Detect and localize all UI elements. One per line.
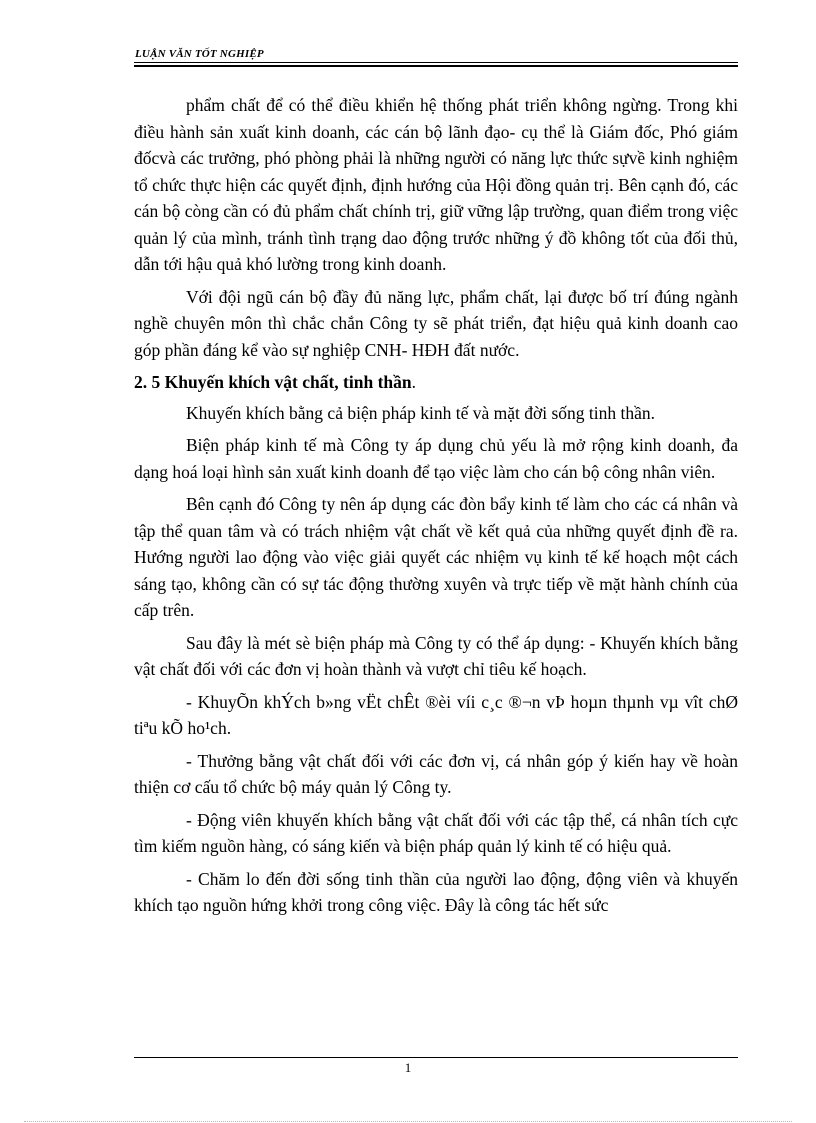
section-heading-period: .: [411, 372, 417, 392]
section-heading-text: 2. 5 Khuyến khích vật chất, tinh thần: [134, 372, 412, 392]
bullet-item: - Thưởng bằng vật chất đối với các đơn vị, cá nhân góp ý kiến hay về hoàn thiện cơ cấu tổ chức bộ máy quản lý Công ty.: [134, 750, 738, 797]
bullet-item: - Động viên khuyến khích bằng vật chất đối với các tập thể, cá nhân tích cực tìm kiếm nguồn hàng, có sáng kiến và biện pháp quản lý kinh tế có hiệu quả.: [134, 809, 738, 856]
header-divider-thick: [134, 65, 738, 67]
footer-divider: [134, 1057, 738, 1058]
page-bottom-border: [24, 1121, 792, 1122]
paragraph: Với đội ngũ cán bộ đầy đủ năng lực, phẩm chất, lại được bố trí đúng ngành nghề chuyên môn thì chắc chắn Công ty sẽ phát triển, đạt hiệu quả kinh doanh cao góp phần đáng kể vào sự nghiệp CNH- HĐH đất nước.: [134, 286, 738, 360]
paragraph: Biện pháp kinh tế mà Công ty áp dụng chủ yếu là mở rộng kinh doanh, đa dạng hoá loại hình sản xuất kinh doanh để tạo việc làm cho cán bộ công nhân viên.: [134, 435, 738, 482]
paragraph: phẩm chất để có thể điều khiển hệ thống phát triển không ngừng. Trong khi điều hành sản xuất kinh doanh, các cán bộ lãnh đạo- cụ thể là Giám đốc, Phó giám đốcvà các trưởng, phó phòng phải là những người có năng lực thức sựvề kinh nghiệm tổ chức thực hiện các quyết định, định hướng của Hội đồng quản trị. Bên cạnh đó, các cán bộ còng cần có đủ phẩm chất chính trị, giữ vững lập trường, quan điểm trong việc quản lý của mình, tránh tình trạng dao động trước những ý đồ không tốt của đối thủ, dẫn tới hậu quả khó lường trong kinh doanh.: [134, 95, 738, 274]
running-header-title: LUẬN VĂN TỐT NGHIỆP: [135, 48, 264, 60]
paragraph: Bên cạnh đó Công ty nên áp dụng các đòn bẩy kinh tế làm cho các cá nhân và tập thể quan tâm và có trách nhiệm vật chất về kết quả của những quyết định đề ra. Hướng người lao động vào việc giải quyết các nhiệm vụ kinh tế kế hoạch một cách sáng tạo, không cần có sự tác động thường xuyên và trực tiếp về mặt hành chính của cấp trên.: [134, 494, 738, 620]
section-heading: [134, 369, 738, 396]
bullet-item: - Chăm lo đến đời sống tinh thần của người lao động, động viên và khuyến khích tạo nguồn hứng khởi trong công việc. Đây là công tác hết sức: [134, 868, 738, 915]
paragraph-garbled: - KhuyÕn khÝch b»ng vËt chÊt ®èi víi c¸c ®¬n vÞ hoµn thµnh vµ vît chØ tiªu kÕ ho¹ch.: [134, 691, 738, 738]
paragraph: Sau đây là mét sè biện pháp mà Công ty có thể áp dụng: - Khuyến khích bằng vật chất đối với các đơn vị hoàn thành và vượt chỉ tiêu kế hoạch.: [134, 632, 738, 679]
page-number: 1: [404, 1060, 412, 1075]
header-divider-thin: [134, 62, 738, 63]
document-body: [134, 92, 738, 925]
paragraph: Khuyến khích bằng cả biện pháp kinh tế và mặt đời sống tinh thần.: [186, 402, 656, 423]
